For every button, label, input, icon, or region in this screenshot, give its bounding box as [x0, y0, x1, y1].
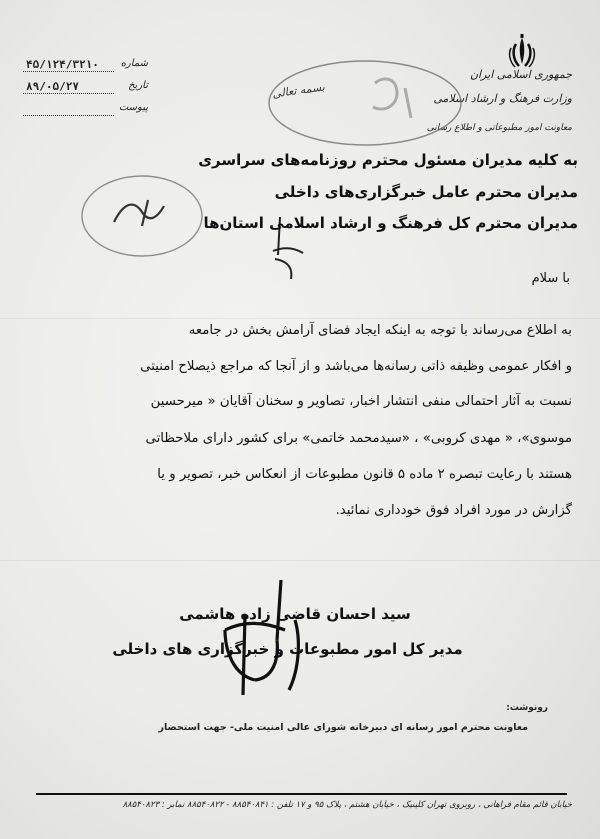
body-line: گزارش در مورد افراد فوق خودداری نمائید. [335, 503, 572, 518]
greeting: با سلام [531, 271, 570, 286]
body-line: هستند با رعایت تبصره ۲ ماده ۵ قانون مطبوعات از انعکاس خبر، تصویر و یا [157, 467, 572, 482]
signatory-title: مدیر کل امور مطبوعات و خبرگزاری های داخلی [112, 640, 463, 658]
reference-attachment-label: پیوست [118, 102, 148, 113]
reference-date [18, 80, 148, 96]
handwritten-signature [185, 560, 335, 710]
addressee-line: مدیران محترم کل فرهنگ و ارشاد اسلامی استان‌ها [203, 214, 578, 232]
oval-stamp [265, 58, 465, 148]
reference-attachment [18, 102, 148, 118]
addressee-line: به کلیه مدیران مسئول محترم روزنامه‌های سراسری [198, 151, 578, 169]
reference-date-value: ۸۹/۰۵/۲۷ [26, 80, 79, 93]
footer-address: خیابان قائم مقام فراهانی ، روبروی تهران کلینیک ، خیابان هشتم ، پلاک ۹۵ و ۱۷ تلفن : ۸۸۵۴۰۸۴۱ - ۸۸۵۴۰۸۲۲ نمابر : ۸۸۵۴۰۸۲۳ [122, 800, 572, 810]
header-country: جمهوری اسلامی ایران [469, 68, 572, 81]
signatory-name: سید احسان قاضی زاده هاشمی [179, 605, 411, 623]
iran-emblem-icon [507, 34, 537, 72]
header-ministry: وزارت فرهنگ و ارشاد اسلامی [433, 92, 572, 105]
footer-divider [36, 793, 567, 795]
body-line: نسبت به آثار احتمالی منفی انتشار اخبار، تصاویر و سخنان آقایان « میرحسین [150, 394, 572, 409]
oval-stamp [78, 170, 206, 262]
reference-number [18, 58, 148, 74]
body-line: و افکار عمومی وظیفه ذاتی رسانه‌ها می‌باشد و از آنجا که مراجع ذیصلاح امنیتی [140, 359, 572, 374]
cc-label: رونوشت: [506, 703, 548, 713]
body-line: موسوی»، « مهدی کروبی» ، «سیدمحمد خاتمی» برای کشور دارای ملاحظاتی [145, 431, 572, 446]
header-deputy: معاونت امور مطبوعاتی و اطلاع رسانی [426, 123, 572, 133]
body-line: به اطلاع می‌رساند با توجه به اینکه ایجاد فضای آرامش بخش در جامعه [188, 323, 572, 338]
reference-date-label: تاریخ [128, 80, 148, 91]
addressee-line: مدیران محترم عامل خبرگزاری‌های داخلی [274, 183, 578, 201]
reference-number-value: ۴۵/۱۲۴/۳۲۱۰ [26, 58, 99, 71]
cc-line: معاونت محترم امور رسانه ای دبیرخانه شورای عالی امنیت ملی- جهت استحضار [158, 722, 528, 733]
reference-number-label: شماره [120, 58, 148, 69]
paper-crease [0, 318, 600, 319]
handwritten-note: بسمه تعالی [271, 80, 326, 101]
